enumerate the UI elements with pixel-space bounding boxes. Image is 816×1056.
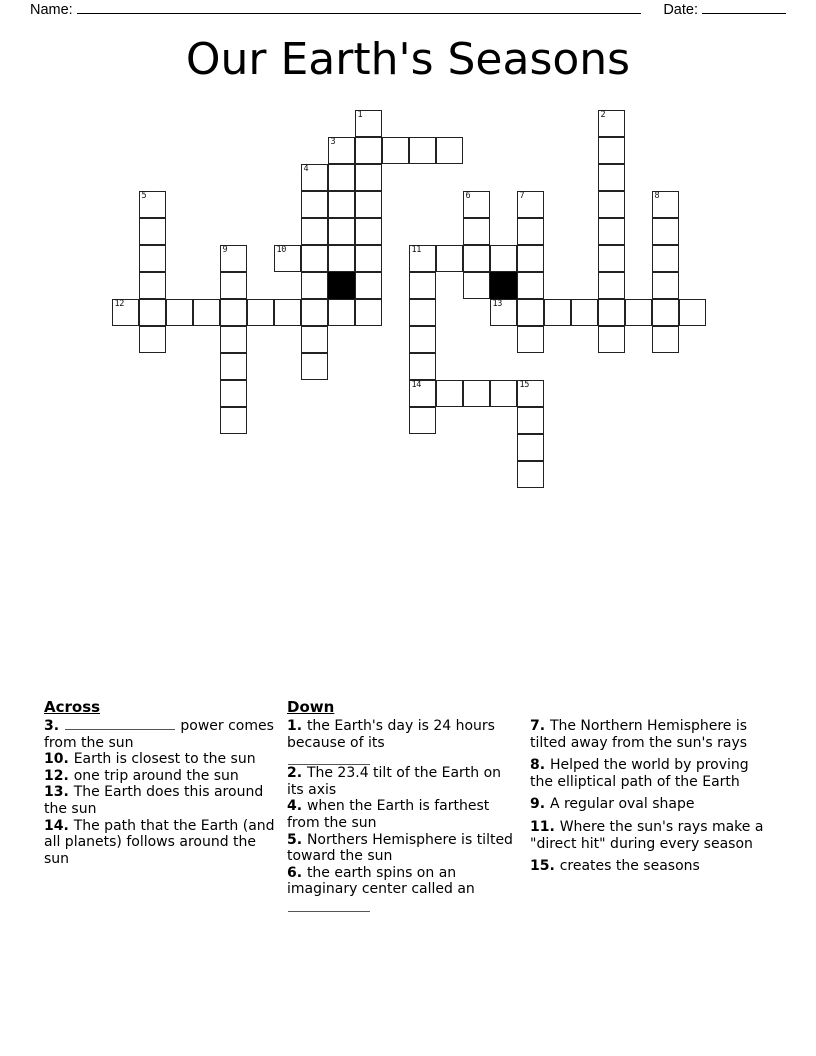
grid-cell[interactable] bbox=[517, 434, 544, 461]
grid-cell[interactable] bbox=[328, 164, 355, 191]
grid-cell[interactable] bbox=[220, 245, 247, 272]
grid-cell[interactable] bbox=[598, 299, 625, 326]
grid-cell[interactable] bbox=[517, 407, 544, 434]
grid-cell[interactable] bbox=[409, 299, 436, 326]
clue-item bbox=[530, 796, 773, 813]
grid-cell-number: 4 bbox=[303, 164, 309, 174]
grid-cell-number: 9 bbox=[222, 245, 228, 255]
grid-cell[interactable] bbox=[301, 164, 328, 191]
grid-cell[interactable] bbox=[652, 245, 679, 272]
grid-cell[interactable] bbox=[220, 407, 247, 434]
grid-cell[interactable] bbox=[382, 137, 409, 164]
grid-cell[interactable] bbox=[517, 299, 544, 326]
clue-text: Northers Hemisphere is tilted toward the sun bbox=[287, 831, 513, 865]
grid-cell[interactable] bbox=[301, 353, 328, 380]
grid-cell-number: 11 bbox=[411, 245, 421, 255]
clue-item bbox=[287, 718, 520, 765]
clue-number: 10. bbox=[44, 751, 74, 768]
clue-text: one trip around the sun bbox=[73, 767, 239, 784]
clue-item bbox=[530, 819, 773, 852]
grid-cell[interactable] bbox=[544, 299, 571, 326]
grid-cell[interactable] bbox=[517, 245, 544, 272]
clue-number: 3. bbox=[44, 718, 64, 734]
grid-cell[interactable] bbox=[625, 299, 652, 326]
grid-cell[interactable] bbox=[409, 326, 436, 353]
clue-item bbox=[530, 718, 773, 751]
clue-number: 7. bbox=[530, 718, 550, 734]
grid-cell[interactable] bbox=[463, 245, 490, 272]
grid-cell[interactable] bbox=[409, 407, 436, 434]
across-heading: Across bbox=[44, 698, 101, 716]
grid-cell-blocked bbox=[328, 272, 355, 299]
date-label: Date: bbox=[663, 2, 698, 18]
grid-cell[interactable] bbox=[193, 299, 220, 326]
clue-answer-blank[interactable] bbox=[288, 900, 370, 912]
grid-cell[interactable] bbox=[409, 137, 436, 164]
grid-cell[interactable] bbox=[355, 218, 382, 245]
grid-cell[interactable] bbox=[490, 380, 517, 407]
grid-cell[interactable] bbox=[220, 353, 247, 380]
clue-number: 1. bbox=[287, 718, 307, 734]
clue-number: 11. bbox=[530, 818, 560, 835]
grid-cell[interactable] bbox=[220, 326, 247, 353]
grid-cell[interactable] bbox=[517, 191, 544, 218]
clue-number: 5. bbox=[287, 831, 307, 848]
grid-cell-number: 5 bbox=[141, 191, 147, 201]
grid-cell-number: 3 bbox=[330, 137, 336, 147]
grid-cell[interactable] bbox=[139, 299, 166, 326]
grid-cell[interactable] bbox=[598, 110, 625, 137]
clue-text: The Northern Hemisphere is tilted away from the sun's rays bbox=[530, 718, 748, 751]
grid-cell[interactable] bbox=[220, 380, 247, 407]
grid-cell[interactable] bbox=[301, 299, 328, 326]
grid-cell[interactable] bbox=[274, 299, 301, 326]
clue-text: The Earth does this around the sun bbox=[44, 784, 264, 817]
grid-cell[interactable] bbox=[598, 245, 625, 272]
grid-cell-number: 13 bbox=[492, 299, 502, 309]
clue-item bbox=[44, 718, 277, 751]
grid-cell[interactable] bbox=[139, 218, 166, 245]
grid-cell[interactable] bbox=[301, 245, 328, 272]
grid-cell-number: 8 bbox=[654, 191, 660, 201]
page-title: Our Earth's Seasons bbox=[185, 34, 631, 85]
grid-cell[interactable] bbox=[301, 191, 328, 218]
clue-item bbox=[44, 784, 277, 817]
grid-cell[interactable] bbox=[166, 299, 193, 326]
down-clues-column-1 bbox=[287, 698, 530, 912]
grid-cell[interactable] bbox=[463, 380, 490, 407]
grid-cell[interactable] bbox=[328, 299, 355, 326]
grid-cell[interactable] bbox=[139, 272, 166, 299]
clue-text: The path that the Earth (and all planets) follows around the sun bbox=[44, 817, 275, 867]
grid-cell[interactable] bbox=[328, 191, 355, 218]
clue-item bbox=[287, 765, 520, 798]
grid-cell[interactable] bbox=[652, 272, 679, 299]
down-clues-column-2 bbox=[530, 698, 773, 881]
name-label: Name: bbox=[30, 2, 73, 18]
down-clue-list-1 bbox=[287, 718, 520, 912]
grid-cell[interactable] bbox=[301, 218, 328, 245]
grid-cell[interactable] bbox=[355, 245, 382, 272]
clue-item bbox=[287, 832, 520, 865]
grid-cell[interactable] bbox=[220, 299, 247, 326]
clue-item bbox=[287, 798, 520, 831]
grid-cell[interactable] bbox=[301, 272, 328, 299]
clue-text: the Earth's day is 24 hours because of its bbox=[287, 718, 495, 751]
grid-cell-number: 6 bbox=[465, 191, 471, 201]
grid-cell-number: 12 bbox=[114, 299, 124, 309]
grid-cell[interactable] bbox=[463, 218, 490, 245]
grid-cell-number: 2 bbox=[600, 110, 606, 120]
clue-number: 12. bbox=[44, 767, 74, 784]
grid-cell[interactable] bbox=[571, 299, 598, 326]
grid-cell[interactable] bbox=[328, 137, 355, 164]
grid-cell-blocked bbox=[490, 272, 517, 299]
grid-cell[interactable] bbox=[436, 380, 463, 407]
grid-cell[interactable] bbox=[436, 137, 463, 164]
grid-cell[interactable] bbox=[220, 272, 247, 299]
grid-cell[interactable] bbox=[409, 272, 436, 299]
grid-cell[interactable] bbox=[409, 353, 436, 380]
grid-cell[interactable] bbox=[598, 191, 625, 218]
clue-number: 2. bbox=[287, 765, 307, 782]
clue-item bbox=[44, 751, 277, 768]
clue-text: Where the sun's rays make a "direct hit" during every season bbox=[530, 818, 764, 852]
clue-number: 8. bbox=[530, 757, 550, 774]
grid-cell[interactable] bbox=[463, 272, 490, 299]
clue-number: 4. bbox=[287, 798, 307, 815]
clue-text: A regular oval shape bbox=[549, 796, 695, 813]
grid-cell[interactable] bbox=[598, 272, 625, 299]
grid-cell[interactable] bbox=[598, 164, 625, 191]
clue-number: 14. bbox=[44, 817, 74, 834]
grid-cell[interactable] bbox=[652, 299, 679, 326]
grid-cell[interactable] bbox=[652, 218, 679, 245]
grid-cell[interactable] bbox=[355, 299, 382, 326]
grid-cell[interactable] bbox=[274, 245, 301, 272]
grid-cell[interactable] bbox=[598, 326, 625, 353]
grid-cell[interactable] bbox=[139, 326, 166, 353]
grid-cell[interactable] bbox=[139, 245, 166, 272]
clue-number: 13. bbox=[44, 784, 74, 801]
grid-cell[interactable] bbox=[355, 110, 382, 137]
clue-number: 6. bbox=[287, 864, 307, 881]
grid-cell[interactable] bbox=[598, 218, 625, 245]
clue-text: Earth is closest to the sun bbox=[73, 751, 256, 768]
grid-cell[interactable] bbox=[598, 137, 625, 164]
grid-cell[interactable] bbox=[409, 245, 436, 272]
grid-cell-number: 15 bbox=[519, 380, 529, 390]
clue-answer-blank[interactable] bbox=[65, 718, 175, 730]
grid-cell[interactable] bbox=[652, 326, 679, 353]
grid-cell[interactable] bbox=[355, 164, 382, 191]
clue-item bbox=[44, 768, 277, 785]
grid-cell[interactable] bbox=[517, 461, 544, 488]
grid-cell[interactable] bbox=[328, 218, 355, 245]
grid-cell[interactable] bbox=[139, 191, 166, 218]
grid-cell[interactable] bbox=[355, 191, 382, 218]
grid-cell-number: 10 bbox=[276, 245, 286, 255]
clue-number: 15. bbox=[530, 858, 560, 875]
grid-cell[interactable] bbox=[517, 272, 544, 299]
grid-cell[interactable] bbox=[355, 272, 382, 299]
across-clue-list bbox=[44, 718, 277, 867]
grid-cell[interactable] bbox=[517, 380, 544, 407]
clue-number: 9. bbox=[530, 796, 550, 813]
grid-cell-number: 1 bbox=[357, 110, 363, 120]
grid-cell-number: 14 bbox=[411, 380, 421, 390]
clue-item bbox=[44, 818, 277, 868]
grid-cell[interactable] bbox=[355, 137, 382, 164]
across-clues-column bbox=[44, 698, 287, 867]
down-clue-list-2 bbox=[530, 718, 773, 875]
grid-cell[interactable] bbox=[409, 380, 436, 407]
grid-cell[interactable] bbox=[247, 299, 274, 326]
clue-text: when the Earth is farthest from the sun bbox=[287, 798, 490, 831]
grid-cell[interactable] bbox=[652, 191, 679, 218]
crossword-grid bbox=[0, 0, 816, 520]
clue-answer-blank[interactable] bbox=[288, 753, 370, 765]
clue-text: the earth spins on an imaginary center called an bbox=[287, 864, 475, 898]
down-heading: Down bbox=[287, 698, 335, 716]
clue-text: Helped the world by proving the elliptical path of the Earth bbox=[530, 757, 749, 790]
grid-cell[interactable] bbox=[679, 299, 706, 326]
clue-item bbox=[287, 865, 520, 912]
clue-item bbox=[530, 757, 773, 790]
grid-cell[interactable] bbox=[517, 326, 544, 353]
grid-cell[interactable] bbox=[517, 218, 544, 245]
clue-text: The 23.4 tilt of the Earth on its axis bbox=[287, 765, 502, 798]
grid-cell[interactable] bbox=[112, 299, 139, 326]
grid-cell-number: 7 bbox=[519, 191, 525, 201]
grid-cell[interactable] bbox=[436, 245, 463, 272]
grid-cell[interactable] bbox=[490, 299, 517, 326]
clues-section bbox=[44, 698, 774, 912]
grid-cell[interactable] bbox=[490, 245, 517, 272]
grid-cell[interactable] bbox=[328, 245, 355, 272]
clue-text: creates the seasons bbox=[559, 858, 700, 875]
grid-cell[interactable] bbox=[463, 191, 490, 218]
clue-item bbox=[530, 858, 773, 875]
grid-cell[interactable] bbox=[301, 326, 328, 353]
clue-text: power comes from the sun bbox=[44, 718, 274, 751]
